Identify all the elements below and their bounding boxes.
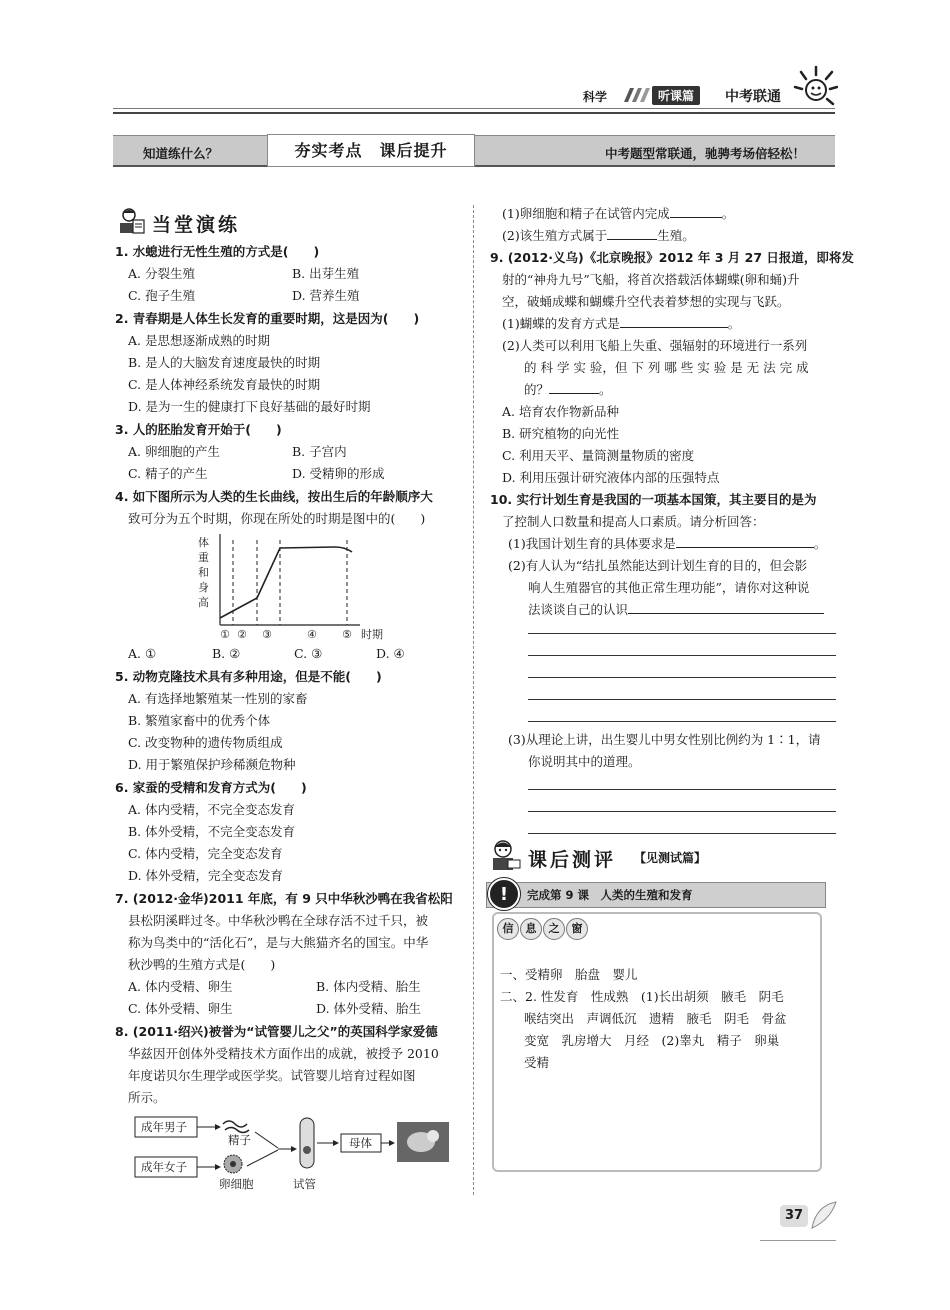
- q7-line2: 县松阴溪畔过冬。中华秋沙鸭在全球存活不过千只，被: [128, 913, 429, 928]
- diagram-egg-label: 卵细胞: [219, 1177, 254, 1191]
- test-tube-icon: [300, 1118, 314, 1168]
- answer-line: [528, 677, 836, 678]
- q8-part1: (1)卵细胞和精子在试管内完成 。: [502, 206, 735, 221]
- q9-option-a: A. 培育农作物新品种: [502, 404, 619, 419]
- q6-option-d: D. 体外受精，完全变态发育: [128, 868, 284, 883]
- q9-part2-line3: 的？ 。: [524, 382, 612, 397]
- info-tab-char: 息: [520, 918, 542, 940]
- q2-stem: 2. 青春期是人体生长发育的重要时期，这是因为( ): [115, 311, 420, 326]
- q3-option-c: C. 精子的产生: [128, 466, 208, 481]
- student-reading-icon: [116, 207, 146, 237]
- diagram-tube-label: 试管: [293, 1177, 316, 1191]
- info-tab-char: 窗: [566, 918, 588, 940]
- q4-option-c: C. ③: [294, 646, 323, 661]
- q1-option-a: A. 分裂生殖: [128, 266, 195, 281]
- ivf-process-diagram: [133, 1112, 453, 1192]
- q1-option-c: C. 孢子生殖: [128, 288, 196, 303]
- answer-line: [528, 633, 836, 634]
- answer-line: [528, 789, 836, 790]
- q7-line4: 秋沙鸭的生殖方式是( ): [128, 957, 276, 972]
- sun-logo-icon: [790, 64, 838, 110]
- q1-option-b: B. 出芽生殖: [292, 266, 360, 281]
- q3-option-b: B. 子宫内: [292, 444, 347, 459]
- info-tab-char: 信: [497, 918, 519, 940]
- chart-xlabel: 时期: [361, 628, 383, 641]
- q9-line2: 射的“神舟九号”飞船，将首次搭载活体蝴蝶(卵和蛹)升: [502, 272, 800, 287]
- q10-line1: 10. 实行计划生育是我国的一项基本国策，其主要目的是为: [490, 492, 817, 507]
- student-thinking-icon: [488, 838, 522, 872]
- diagram-mother-label: 母体: [349, 1136, 372, 1150]
- q7-option-a: A. 体内受精、卵生: [128, 979, 233, 994]
- info-answer-1: 一、受精卵 胎盘 婴儿: [500, 967, 638, 982]
- info-answer-2: 二、2. 性发育 性成熟 (1)长出胡须 腋毛 阴毛: [500, 989, 784, 1004]
- q8-line1: 8. (2011·绍兴)被誉为“试管婴儿之父”的英国科学家爱德: [115, 1024, 438, 1039]
- q5-stem: 5. 动物克隆技术具有多种用途，但是不能( ): [115, 669, 382, 684]
- diagram-male-label: 成年男子: [141, 1120, 187, 1134]
- leaf-decoration-icon: [810, 1200, 838, 1230]
- q10-part1: (1)我国计划生育的具体要求是 。: [508, 536, 827, 551]
- info-answer-4: 变宽 乳房增大 月经 (2)睾丸 精子 卵巢: [524, 1033, 780, 1048]
- chart-tick-5: ⑤: [342, 628, 352, 641]
- q3-option-d: D. 受精卵的形成: [292, 466, 385, 481]
- section-banner: [113, 135, 835, 167]
- slash-decoration-icon: [624, 88, 652, 102]
- q9-line1: 9. (2012·义乌)《北京晚报》2012 年 3 月 27 日报道，即将发: [490, 250, 854, 265]
- chart-ylabel-1: 重: [198, 551, 209, 564]
- page-number: 37: [780, 1205, 808, 1227]
- q5-option-c: C. 改变物种的遗传物质组成: [128, 735, 283, 750]
- q7-option-c: C. 体外受精、卵生: [128, 1001, 233, 1016]
- q1-stem: 1. 水螅进行无性生殖的方式是( ): [115, 244, 320, 259]
- q4-option-d: D. ④: [376, 646, 405, 661]
- q10-line2: 了控制人口数量和提高人口素质。请分析回答：: [502, 514, 765, 529]
- q4-option-a: A. ①: [128, 646, 157, 661]
- header-brand: 中考联通: [725, 89, 781, 105]
- q4-stem-line2: 致可分为五个时期，你现在所处的时期是图中的( ): [128, 511, 426, 526]
- q6-option-b: B. 体外受精，不完全变态发育: [128, 824, 296, 839]
- q9-option-d: D. 利用压强计研究液体内部的压强特点: [502, 470, 720, 485]
- q6-option-c: C. 体内受精，完全变态发育: [128, 846, 283, 861]
- info-window-tabs: [497, 918, 588, 940]
- answer-line: [528, 833, 836, 834]
- q10-part2-line1: (2)有人认为“结扎虽然能达到计划生育的目的，但会影: [508, 558, 808, 573]
- diagram-female-label: 成年女子: [141, 1160, 187, 1174]
- chart-tick-1: ①: [220, 628, 230, 641]
- section-title-after-class: 课后测评: [528, 849, 617, 871]
- q1-option-d: D. 营养生殖: [292, 288, 360, 303]
- chart-tick-4: ④: [307, 628, 317, 641]
- q8-line2: 华兹因开创体外受精技术方面作出的成就，被授予 2010: [128, 1046, 439, 1061]
- banner-title: 夯实考点 课后提升: [267, 134, 475, 167]
- answer-line: [528, 655, 836, 656]
- banner-right-text: 中考题型常联通，驰骋考场倍轻松！: [604, 146, 805, 161]
- q5-option-a: A. 有选择地繁殖某一性别的家畜: [128, 691, 308, 706]
- lesson-title: 完成第 9 课 人类的生殖和发育: [527, 888, 693, 902]
- q9-option-c: C. 利用天平、量筒测量物质的密度: [502, 448, 695, 463]
- q2-option-c: C. 是人体神经系统发育最快的时期: [128, 377, 321, 392]
- info-answer-3: 喉结突出 声调低沉 遗精 腋毛 阴毛 骨盆: [524, 1011, 787, 1026]
- q2-option-b: B. 是人的大脑发育速度最快的时期: [128, 355, 321, 370]
- header-series: 听课篇: [652, 86, 700, 105]
- q9-option-b: B. 研究植物的向光性: [502, 426, 620, 441]
- q3-option-a: A. 卵细胞的产生: [128, 444, 220, 459]
- q9-part1: (1)蝴蝶的发育方式是 。: [502, 316, 741, 331]
- info-answer-5: 受精: [524, 1055, 550, 1070]
- q10-part3-line2: 你说明其中的道理。: [528, 754, 641, 769]
- chart-ylabel-0: 体: [198, 536, 209, 549]
- growth-curve-line: [220, 547, 352, 618]
- q7-option-b: B. 体内受精、胎生: [316, 979, 421, 994]
- sperm-shape-icon: [223, 1121, 247, 1127]
- q10-part2-line2: 响人生殖器官的其他正常生理功能”，请你对这种说: [528, 580, 810, 595]
- growth-curve-chart: [195, 530, 400, 645]
- exclamation-icon: !: [488, 878, 520, 910]
- info-tab-char: 之: [543, 918, 565, 940]
- section-title-note: 【见测试篇】: [634, 851, 707, 865]
- q8-line4: 所示。: [128, 1090, 166, 1105]
- q7-option-d: D. 体外受精、胎生: [316, 1001, 422, 1016]
- q6-stem: 6. 家蚕的受精和发育方式为( ): [115, 780, 307, 795]
- chart-ylabel-3: 身: [198, 581, 209, 594]
- answer-line: [528, 811, 836, 812]
- footer-rule: [760, 1240, 836, 1241]
- q2-option-a: A. 是思想逐渐成熟的时期: [128, 333, 270, 348]
- header-rule-thick: [113, 112, 835, 114]
- q4-option-b: B. ②: [212, 646, 241, 661]
- q3-stem: 3. 人的胚胎发育开始于( ): [115, 422, 282, 437]
- q7-line3: 称为鸟类中的“活化石”，是与大熊猫齐名的国宝。中华: [128, 935, 429, 950]
- section-title-practice: 当堂演练: [152, 214, 241, 236]
- chart-ylabel-4: 高: [198, 596, 209, 609]
- q8-part2: (2)该生殖方式属于 生殖。: [502, 228, 695, 243]
- banner-left-text: 知道练什么？: [143, 146, 219, 161]
- q4-stem-line1: 4. 如下图所示为人类的生长曲线，按出生后的年龄顺序大: [115, 489, 433, 504]
- diagram-sperm-label: 精子: [228, 1133, 251, 1147]
- header-subject: 科学: [583, 90, 608, 104]
- q2-option-d: D. 是为一生的健康打下良好基础的最好时期: [128, 399, 371, 414]
- q5-option-d: D. 用于繁殖保护珍稀濒危物种: [128, 757, 296, 772]
- q8-line3: 年度诺贝尔生理学或医学奖。试管婴儿培育过程如图: [128, 1068, 416, 1083]
- column-divider: [473, 205, 474, 1195]
- chart-ylabel-2: 和: [198, 566, 209, 579]
- q9-part2-line2: 的 科 学 实 验，但 下 列 哪 些 实 验 是 无 法 完 成: [524, 360, 809, 375]
- answer-line: [528, 721, 836, 722]
- q9-part2-line1: (2)人类可以利用飞船上失重、强辐射的环境进行一系列: [502, 338, 808, 353]
- q5-option-b: B. 繁殖家畜中的优秀个体: [128, 713, 271, 728]
- chart-tick-3: ③: [262, 628, 272, 641]
- q9-line3: 空，破蛹成蝶和蝴蝶升空代表着梦想的实现与飞跃。: [502, 294, 790, 309]
- q10-part3-line1: (3)从理论上讲，出生婴儿中男女性别比例约为 1∶1，请: [508, 732, 821, 747]
- q10-part2-line3: 法谈谈自己的认识: [528, 601, 824, 619]
- q6-option-a: A. 体内受精，不完全变态发育: [128, 802, 295, 817]
- chart-tick-2: ②: [237, 628, 247, 641]
- header-rule: [113, 108, 835, 109]
- q7-line1: 7. (2012·金华)2011 年底，有 9 只中华秋沙鸭在我省松阳: [115, 891, 453, 906]
- answer-line: [528, 699, 836, 700]
- lesson-banner: [486, 882, 826, 908]
